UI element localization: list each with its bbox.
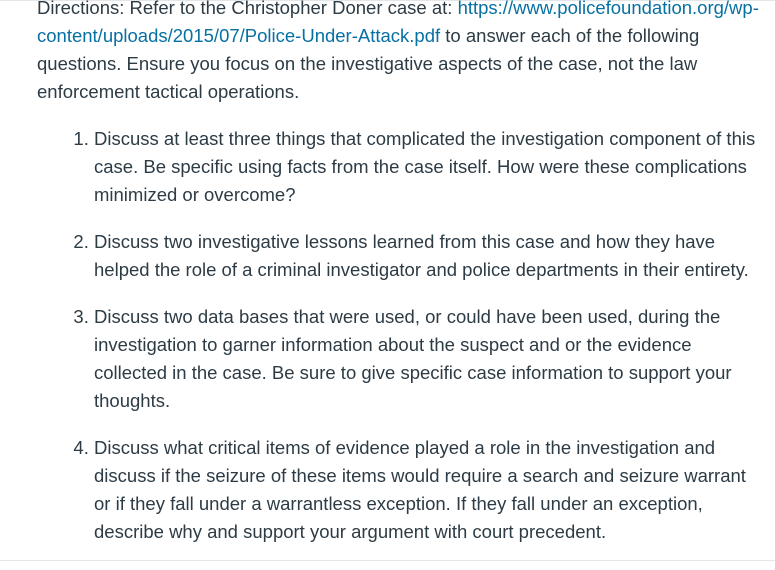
question-list xyxy=(37,125,767,546)
case-pdf-link[interactable]: https://www.policefoundation.org/wp-content/uploads/2015/07/Police-Under-Attack.pdf xyxy=(37,0,759,46)
directions-prefix: Directions: Refer to the Christopher Doner case at: xyxy=(37,0,458,18)
question-item-1: 1. Discuss at least three things that complicated the investigation component of this case. Be specific using facts from the case itself. How were these complications minimized or overcome? xyxy=(94,125,767,209)
directions-suffix: to answer each of the following questions. Ensure you focus on the investigative aspects of the case, not the law enforcement tactical operations. xyxy=(37,25,700,102)
question-item-3: 3. Discuss two data bases that were used, or could have been used, during the investigation to garner information about the suspect and or the evidence collected in the case. Be sure to give specific case information to support your thoughts. xyxy=(94,303,767,415)
assignment-content xyxy=(37,0,767,565)
bottom-scroll-edge xyxy=(0,560,775,570)
question-item-4: 4. Discuss what critical items of evidence played a role in the investigation and discuss if the seizure of these items would require a search and seizure warrant or if they fall under a warrantless exception. If they fall under an exception, describe why and support your argument with court precedent. xyxy=(94,434,767,546)
question-item-2: 2. Discuss two investigative lessons learned from this case and how they have helped the role of a criminal investigator and police departments in their entirety. xyxy=(94,228,767,284)
directions-paragraph xyxy=(37,0,767,106)
